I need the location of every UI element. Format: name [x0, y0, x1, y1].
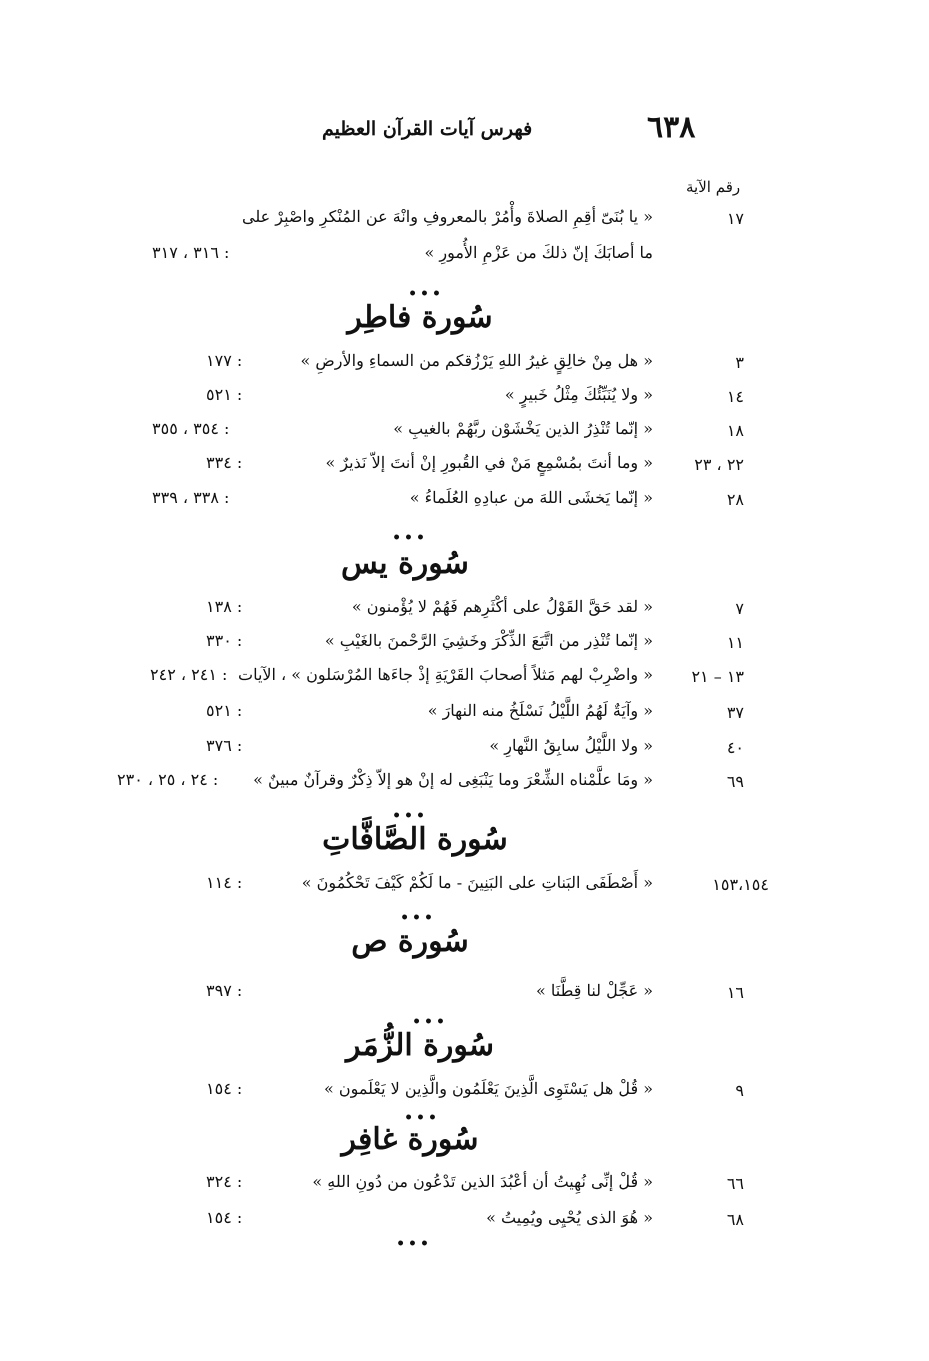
section-dots: •••	[404, 1110, 440, 1126]
ayah-number: ١٣ – ٢١	[691, 667, 744, 686]
page-refs: : ٣٣٠	[206, 631, 243, 650]
ayah-number: ٣٧	[726, 703, 744, 722]
surah-title-fatir: سُورة فاطِر	[347, 300, 493, 335]
page-refs: : ٣٥٤ ، ٣٥٥	[152, 419, 230, 438]
surah-title-azzumar: سُورة الزُّمَر	[346, 1028, 494, 1063]
page-refs: : ٣٩٧	[206, 981, 243, 1000]
ayah-text: « إنّما تُنْذِر من اتَّبَعَ الذِّكْرَ وخَشِيَ الرَّحْمنَ بالغَيْبِ »	[324, 631, 653, 650]
ayah-number: ٣	[735, 353, 744, 372]
ayah-text: « قُلْ إنِّى نُهِيتُ أن أعْبُدَ الذين تَدْعُون من دُونِ اللهِ »	[312, 1172, 653, 1191]
ayah-number: ٧	[735, 599, 744, 618]
section-dots: •••	[396, 1236, 432, 1252]
ayah-number: ٤٠	[726, 738, 744, 757]
intro-page-refs: : ٣١٦ ، ٣١٧	[152, 243, 230, 262]
page-refs: : ١٧٧	[206, 351, 243, 370]
ayah-text: « إنّما تُنْذِرُ الذين يَخْشَوْن ربَّهُمْ بالغيبِ »	[393, 419, 653, 438]
ayah-number: ١٨	[726, 421, 744, 440]
ayah-number: ٢٢ ، ٢٣	[694, 455, 744, 474]
page-refs: : ٣٧٦	[206, 736, 243, 755]
page-refs: : ٣٣٨ ، ٣٣٩	[152, 488, 230, 507]
page-refs: : ١٣٨	[206, 597, 243, 616]
intro-ayah-number: ١٧	[726, 209, 744, 228]
page-refs: : ١٥٤	[206, 1208, 243, 1227]
surah-title-yasin: سُورة يس	[341, 546, 469, 581]
ayah-number: ٦٨	[726, 1210, 744, 1229]
ayah-text: « ولا يُنَبِّئُكَ مِثْلُ خَبيرٍ »	[504, 385, 653, 404]
page-refs: : ١١٤	[206, 873, 243, 892]
section-dots: •••	[412, 1014, 448, 1030]
ayah-text: « هُوَ الذى يُحْيِى ويُمِيتُ »	[486, 1208, 653, 1227]
page-refs: : ٢٤ ، ٢٥ ، ٢٣٠	[117, 770, 219, 789]
ayah-text: « أَصْطَفَى البَناتِ على البَنِينَ - ما لَكُمْ كَيْفَ تَحْكُمُونَ »	[301, 873, 653, 892]
page-refs: : ٥٢١	[206, 385, 243, 404]
page-refs: : ٥٢١	[206, 701, 243, 720]
ayah-number: ١٥٣،١٥٤	[712, 875, 769, 894]
section-dots: •••	[392, 808, 428, 824]
ayah-number-column-header: رقم الآية	[686, 178, 741, 196]
page-refs: : ٣٣٤	[206, 453, 243, 472]
ayah-number: ٦٦	[726, 1174, 744, 1193]
ayah-text: « واضْرِبْ لهم مَثلاً أصحابَ القَرْيَةِ إذْ جاءَها المُرْسَلون » ، الآيات	[238, 665, 653, 684]
ayah-text: « وما أنتَ بمُسْمِعٍ مَنْ في القُبورِ إنْ أنتَ إلاّ نَذيرٌ »	[325, 453, 653, 472]
page-number: ٦٣٨	[647, 110, 696, 145]
page-refs: : ٣٢٤	[206, 1172, 243, 1191]
intro-ayah-text-line1: « يا بُنَىّ أقِمِ الصلاةَ وأْمُرْ بالمعروفِ وانْهَ عن المُنْكرِ واصْبِرْ على	[241, 207, 653, 226]
section-dots: •••	[400, 910, 436, 926]
ayah-text: « ولا اللَّيْلُ سابِقُ النَّهارِ »	[489, 736, 653, 755]
page-refs: : ٢٤١ ، ٢٤٢	[150, 665, 228, 684]
ayah-number: ١١	[726, 633, 744, 652]
surah-title-sad: سُورة ص	[351, 924, 469, 959]
running-title: فهرس آيات القرآن العظيم	[322, 118, 533, 140]
section-dots: •••	[392, 530, 428, 546]
ayah-text: « إنّما يَخشَى اللهَ من عبادِهِ العُلَماءُ »	[409, 488, 653, 507]
ayah-text: « ومَا علَّمْناه الشِّعْرَ وما يَنْبَغِى له إنْ هو إلاّ ذِكْرٌ وقرآنٌ مبينٌ »	[253, 770, 653, 789]
surah-title-assaffat: سُورة الصَّافَّاتِ	[322, 822, 508, 857]
ayah-number: ٩	[735, 1081, 744, 1100]
ayah-number: ٦٩	[726, 772, 744, 791]
ayah-number: ١٦	[726, 983, 744, 1002]
ayah-text: « هل مِنْ خالِقٍ غيرُ اللهِ يَرْزُقكم من السماءِ والأرضِ »	[300, 351, 653, 370]
page-refs: : ١٥٤	[206, 1079, 243, 1098]
surah-title-ghafir: سُورة غافِر	[341, 1122, 479, 1157]
ayah-text: « قُلْ هل يَسْتَوِى الَّذِينَ يَعْلَمُون والَّذِين لا يَعْلَمون »	[323, 1079, 653, 1098]
ayah-text: « لقد حَقَّ القَوْلُ على أكْثَرِهم فَهُمْ لا يُؤْمنون »	[351, 597, 653, 616]
intro-ayah-text-line2: ما أصابَكَ إنّ ذلكَ من عَزْمِ الأُمورِ »	[424, 243, 653, 262]
ayah-text: « عَجِّلْ لنا قِطَّنَا »	[536, 981, 653, 1000]
section-dots: •••	[408, 286, 444, 302]
ayah-text: « وآيَةٌ لَهُمُ اللَّيْلُ نَسْلَخُ منه النهارَ »	[427, 701, 653, 720]
ayah-number: ١٤	[726, 387, 744, 406]
ayah-number: ٢٨	[726, 490, 744, 509]
